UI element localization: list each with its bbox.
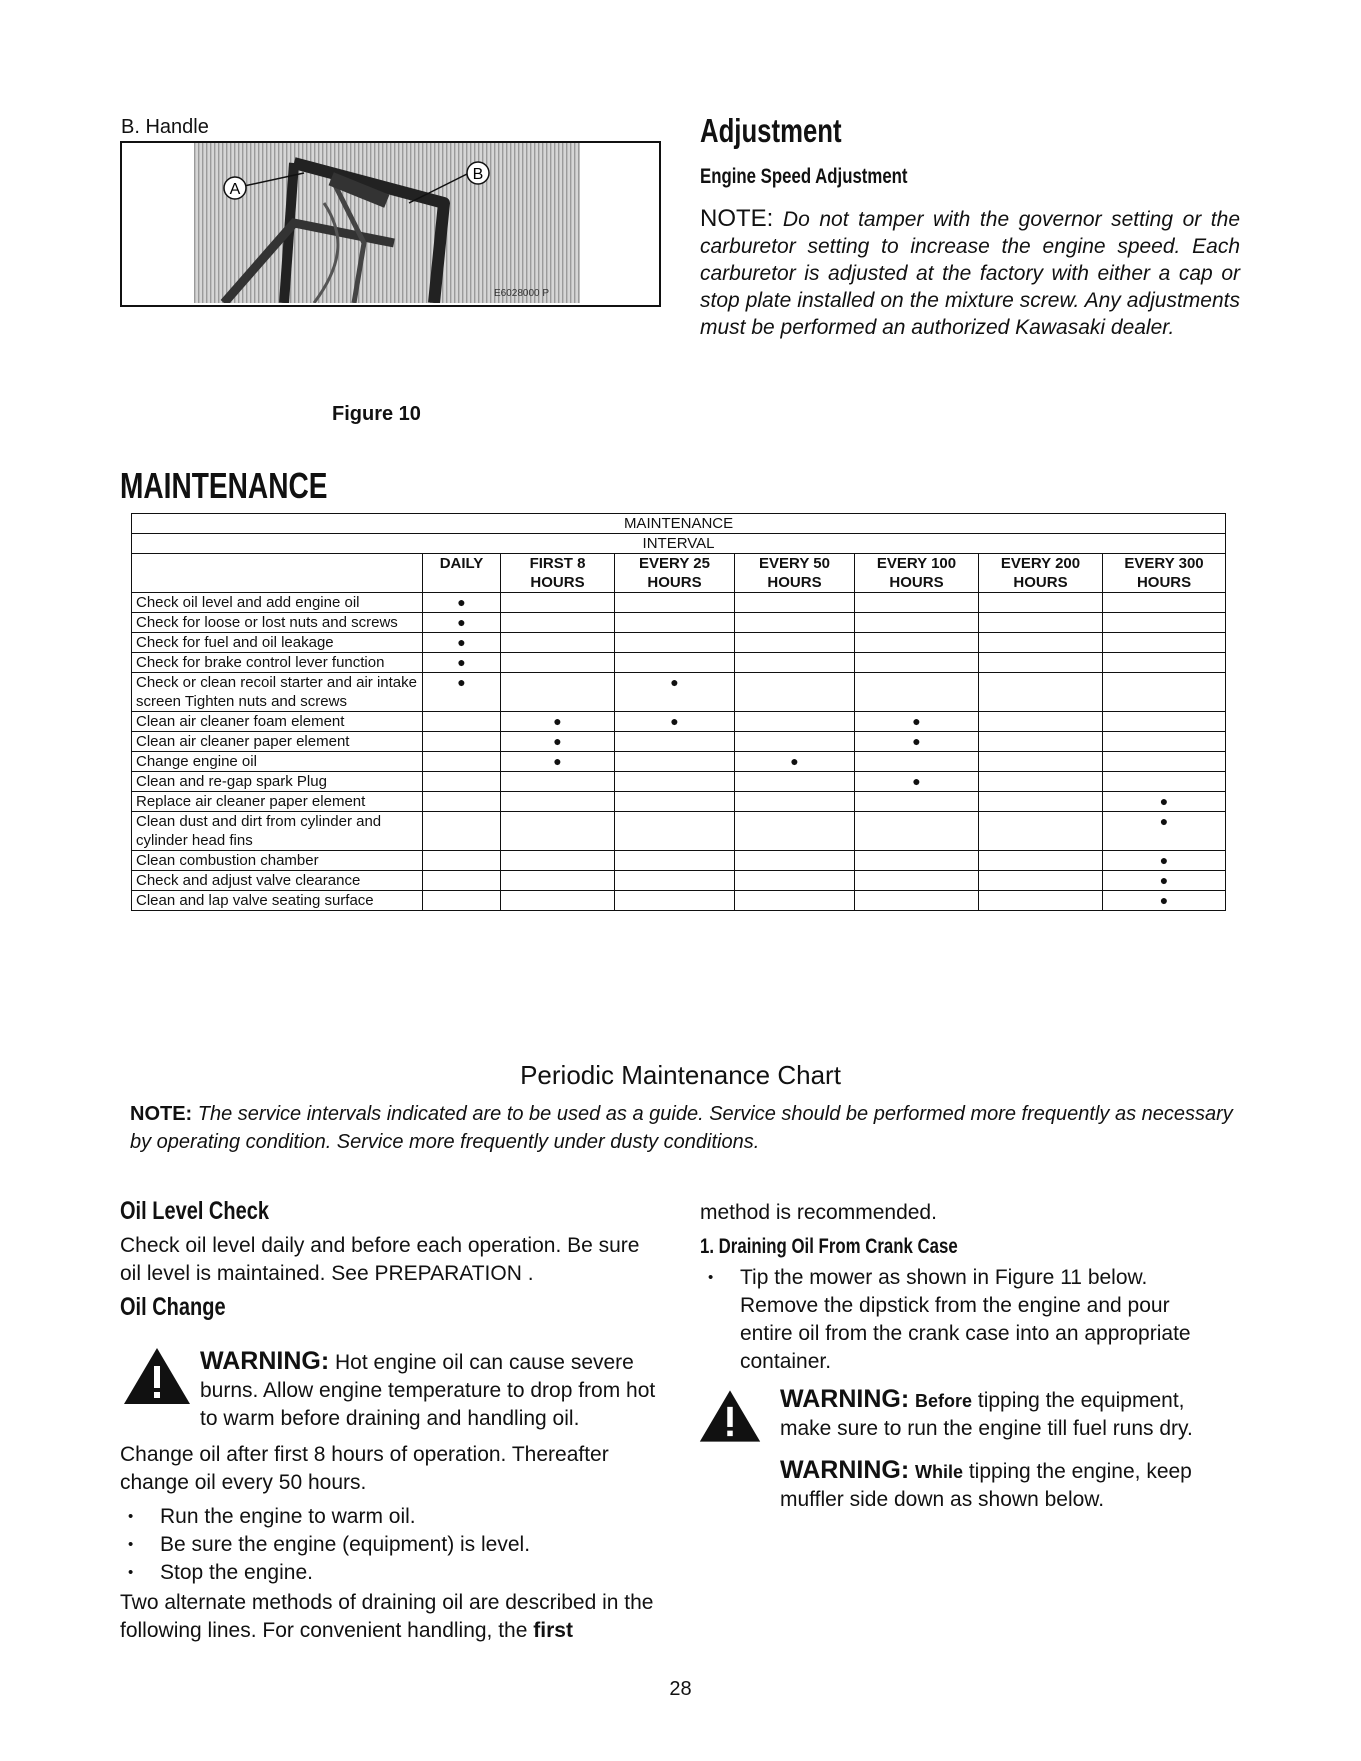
part-code: E6028000 P bbox=[494, 288, 550, 299]
interval-empty-cell bbox=[735, 772, 855, 792]
warning-label: WARNING: bbox=[200, 1347, 330, 1375]
table-row bbox=[132, 653, 1226, 673]
interval-empty-cell bbox=[979, 633, 1103, 653]
interval-empty-cell bbox=[855, 653, 979, 673]
interval-empty-cell bbox=[423, 851, 501, 871]
task-cell: Check oil level and add engine oil bbox=[132, 593, 423, 613]
interval-empty-cell bbox=[979, 772, 1103, 792]
maintenance-title: MAINTENANCE bbox=[120, 465, 328, 506]
figure-section-label: B. Handle bbox=[121, 116, 209, 138]
interval-empty-cell bbox=[1103, 772, 1226, 792]
task-cell: Clean air cleaner paper element bbox=[132, 732, 423, 752]
service-note-text: The service intervals indicated are to be used as a guide. Service should be performed more frequently as necessary by operating condition. Service more frequently under dusty conditions. bbox=[130, 1103, 1233, 1153]
interval-empty-cell bbox=[615, 633, 735, 653]
interval-mark-cell: ● bbox=[735, 752, 855, 772]
warning-label: WARNING: bbox=[780, 1385, 910, 1413]
col-header: EVERY 50 HOURS bbox=[735, 554, 855, 593]
para2-text: Two alternate methods of draining oil are described in the following lines. For convenient handling, the bbox=[120, 1591, 654, 1642]
col-header: EVERY 100 HOURS bbox=[855, 554, 979, 593]
interval-empty-cell bbox=[735, 851, 855, 871]
interval-empty-cell bbox=[1103, 613, 1226, 633]
interval-empty-cell bbox=[979, 593, 1103, 613]
col-header: EVERY 25 HOURS bbox=[615, 554, 735, 593]
table-row bbox=[132, 891, 1226, 911]
interval-empty-cell bbox=[1103, 673, 1226, 712]
interval-empty-cell bbox=[979, 732, 1103, 752]
task-cell: Check and adjust valve clearance bbox=[132, 871, 423, 891]
interval-empty-cell bbox=[1103, 653, 1226, 673]
interval-empty-cell bbox=[979, 812, 1103, 851]
oil-change-para1: Change oil after first 8 hours of operation. Thereafter change oil every 50 hours. bbox=[120, 1443, 609, 1494]
interval-empty-cell bbox=[423, 812, 501, 851]
col-header: EVERY 300 HOURS bbox=[1103, 554, 1226, 593]
interval-mark-cell: ● bbox=[423, 613, 501, 633]
interval-mark-cell: ● bbox=[1103, 851, 1226, 871]
interval-mark-cell: ● bbox=[855, 712, 979, 732]
table-header-task bbox=[132, 554, 423, 593]
interval-empty-cell bbox=[615, 772, 735, 792]
interval-empty-cell bbox=[735, 712, 855, 732]
interval-empty-cell bbox=[1103, 633, 1226, 653]
interval-mark-cell: ● bbox=[855, 772, 979, 792]
service-note-label: NOTE: bbox=[130, 1103, 193, 1125]
task-cell: Replace air cleaner paper element bbox=[132, 792, 423, 812]
interval-empty-cell bbox=[855, 673, 979, 712]
interval-empty-cell bbox=[423, 732, 501, 752]
task-cell: Check for fuel and oil leakage bbox=[132, 633, 423, 653]
col-header: DAILY bbox=[423, 554, 501, 593]
interval-empty-cell bbox=[735, 633, 855, 653]
table-row bbox=[132, 613, 1226, 633]
interval-empty-cell bbox=[855, 871, 979, 891]
chart-caption: Periodic Maintenance Chart bbox=[520, 1060, 841, 1090]
interval-empty-cell bbox=[501, 792, 615, 812]
list-item: • Run the engine to warm oil. bbox=[120, 1503, 660, 1531]
interval-empty-cell bbox=[735, 871, 855, 891]
adjustment-subtitle: Engine Speed Adjustment bbox=[700, 165, 908, 188]
interval-empty-cell bbox=[979, 792, 1103, 812]
interval-mark-cell: ● bbox=[615, 673, 735, 712]
interval-empty-cell bbox=[501, 851, 615, 871]
interval-empty-cell bbox=[979, 871, 1103, 891]
interval-empty-cell bbox=[979, 673, 1103, 712]
interval-empty-cell bbox=[855, 633, 979, 653]
interval-empty-cell bbox=[979, 712, 1103, 732]
interval-empty-cell bbox=[615, 613, 735, 633]
warning-icon bbox=[698, 1387, 762, 1445]
oil-change-para2 bbox=[120, 1589, 660, 1645]
interval-empty-cell bbox=[501, 653, 615, 673]
col-header: FIRST 8 HOURS bbox=[501, 554, 615, 593]
interval-mark-cell: ● bbox=[855, 732, 979, 752]
interval-empty-cell bbox=[855, 891, 979, 911]
interval-empty-cell bbox=[423, 752, 501, 772]
callout-b-label: B bbox=[472, 166, 484, 183]
oil-change-warning bbox=[200, 1347, 660, 1433]
interval-empty-cell bbox=[735, 653, 855, 673]
interval-empty-cell bbox=[615, 812, 735, 851]
adjustment-note bbox=[700, 205, 1240, 341]
table-row bbox=[132, 732, 1226, 752]
interval-empty-cell bbox=[423, 792, 501, 812]
interval-empty-cell bbox=[615, 732, 735, 752]
task-cell: Clean air cleaner foam element bbox=[132, 712, 423, 732]
interval-empty-cell bbox=[979, 752, 1103, 772]
task-cell: Change engine oil bbox=[132, 752, 423, 772]
interval-empty-cell bbox=[615, 851, 735, 871]
task-cell: Check for brake control lever function bbox=[132, 653, 423, 673]
list-item: • Be sure the engine (equipment) is level. bbox=[120, 1531, 660, 1559]
interval-empty-cell bbox=[1103, 593, 1226, 613]
interval-empty-cell bbox=[501, 772, 615, 792]
oil-level-text: Check oil level daily and before each operation. Be sure oil level is maintained. See PREPARATION . bbox=[120, 1234, 640, 1285]
interval-mark-cell: ● bbox=[1103, 871, 1226, 891]
interval-empty-cell bbox=[501, 633, 615, 653]
tipping-warning bbox=[780, 1385, 1240, 1443]
interval-empty-cell bbox=[423, 712, 501, 732]
interval-empty-cell bbox=[735, 613, 855, 633]
note-label: NOTE: bbox=[700, 205, 774, 232]
table-header-maintenance: MAINTENANCE bbox=[132, 514, 1226, 534]
task-cell: Check for loose or lost nuts and screws bbox=[132, 613, 423, 633]
interval-empty-cell bbox=[615, 653, 735, 673]
interval-mark-cell: ● bbox=[423, 633, 501, 653]
oil-level-title: Oil Level Check bbox=[120, 1197, 269, 1225]
oil-change-title: Oil Change bbox=[120, 1293, 226, 1321]
interval-empty-cell bbox=[501, 871, 615, 891]
interval-empty-cell bbox=[423, 871, 501, 891]
table-row bbox=[132, 812, 1226, 851]
muffler-warning bbox=[780, 1456, 1240, 1514]
warning-text: Hot engine oil can cause severe burns. Allow engine temperature to drop from hot to warm before draining and handling oil. bbox=[200, 1351, 656, 1430]
interval-empty-cell bbox=[855, 752, 979, 772]
interval-mark-cell: ● bbox=[1103, 812, 1226, 851]
note-text: Do not tamper with the governor setting or the carburetor setting to increase the engine speed. Each carburetor is adjusted at the factory with either a cap or stop plate installed on the mixture screw. Any adjustments must be performed an authorized Kawasaki dealer. bbox=[700, 208, 1240, 339]
maintenance-table bbox=[131, 513, 1226, 911]
interval-empty-cell bbox=[979, 851, 1103, 871]
callout-a-label: A bbox=[229, 181, 241, 198]
interval-empty-cell bbox=[1103, 712, 1226, 732]
interval-mark-cell: ● bbox=[423, 653, 501, 673]
handle-photo bbox=[194, 143, 580, 303]
task-cell: Clean dust and dirt from cylinder and cylinder head fins bbox=[132, 812, 423, 851]
interval-empty-cell bbox=[1103, 752, 1226, 772]
table-row bbox=[132, 871, 1226, 891]
interval-empty-cell bbox=[423, 772, 501, 792]
task-cell: Clean combustion chamber bbox=[132, 851, 423, 871]
task-cell: Clean and re-gap spark Plug bbox=[132, 772, 423, 792]
warning-icon bbox=[122, 1346, 192, 1406]
interval-empty-cell bbox=[735, 732, 855, 752]
warning-bold: Before bbox=[915, 1391, 973, 1411]
interval-mark-cell: ● bbox=[501, 712, 615, 732]
interval-empty-cell bbox=[979, 891, 1103, 911]
interval-empty-cell bbox=[615, 891, 735, 911]
interval-empty-cell bbox=[615, 752, 735, 772]
interval-mark-cell: ● bbox=[1103, 891, 1226, 911]
interval-empty-cell bbox=[501, 891, 615, 911]
interval-empty-cell bbox=[855, 593, 979, 613]
interval-empty-cell bbox=[979, 653, 1103, 673]
table-header-interval: INTERVAL bbox=[132, 534, 1226, 554]
draining-subtitle: 1. Draining Oil From Crank Case bbox=[700, 1235, 958, 1258]
interval-empty-cell bbox=[855, 613, 979, 633]
interval-empty-cell bbox=[735, 673, 855, 712]
maintenance-table-body bbox=[132, 593, 1226, 911]
warning-label: WARNING: bbox=[780, 1456, 910, 1484]
interval-empty-cell bbox=[735, 812, 855, 851]
interval-empty-cell bbox=[615, 792, 735, 812]
interval-empty-cell bbox=[855, 792, 979, 812]
interval-empty-cell bbox=[501, 673, 615, 712]
interval-mark-cell: ● bbox=[615, 712, 735, 732]
interval-mark-cell: ● bbox=[423, 593, 501, 613]
warning-text: tipping the equipment, make sure to run the engine till fuel runs dry. bbox=[780, 1389, 1193, 1440]
table-row bbox=[132, 772, 1226, 792]
interval-empty-cell bbox=[615, 593, 735, 613]
oil-change-steps bbox=[120, 1503, 660, 1587]
table-row bbox=[132, 673, 1226, 712]
interval-empty-cell bbox=[501, 613, 615, 633]
interval-empty-cell bbox=[1103, 732, 1226, 752]
table-row bbox=[132, 752, 1226, 772]
draining-steps bbox=[700, 1264, 1220, 1376]
table-row bbox=[132, 633, 1226, 653]
table-row bbox=[132, 851, 1226, 871]
interval-empty-cell bbox=[501, 812, 615, 851]
figure-caption: Figure 10 bbox=[332, 403, 421, 425]
interval-empty-cell bbox=[855, 812, 979, 851]
service-note bbox=[130, 1100, 1240, 1156]
interval-empty-cell bbox=[979, 613, 1103, 633]
para2-bold: first bbox=[533, 1619, 573, 1642]
interval-empty-cell bbox=[735, 891, 855, 911]
interval-empty-cell bbox=[855, 851, 979, 871]
continuation-text: method is recommended. bbox=[700, 1201, 937, 1224]
page-number: 28 bbox=[669, 1678, 692, 1700]
interval-empty-cell bbox=[735, 792, 855, 812]
interval-empty-cell bbox=[501, 593, 615, 613]
interval-empty-cell bbox=[423, 891, 501, 911]
list-item: • Stop the engine. bbox=[120, 1559, 660, 1587]
table-row bbox=[132, 593, 1226, 613]
table-row bbox=[132, 712, 1226, 732]
adjustment-title: Adjustment bbox=[700, 112, 842, 149]
warning-text: tipping the engine, keep muffler side down as shown below. bbox=[780, 1460, 1192, 1511]
col-header: EVERY 200 HOURS bbox=[979, 554, 1103, 593]
warning-bold: While bbox=[915, 1462, 963, 1482]
table-row bbox=[132, 792, 1226, 812]
interval-mark-cell: ● bbox=[1103, 792, 1226, 812]
interval-empty-cell bbox=[735, 593, 855, 613]
task-cell: Clean and lap valve seating surface bbox=[132, 891, 423, 911]
interval-mark-cell: ● bbox=[501, 752, 615, 772]
list-item: • Tip the mower as shown in Figure 11 below. Remove the dipstick from the engine and pour entire oil from the crank case into an appropriate container. bbox=[700, 1264, 1220, 1376]
task-cell: Check or clean recoil starter and air intake screen Tighten nuts and screws bbox=[132, 673, 423, 712]
interval-mark-cell: ● bbox=[501, 732, 615, 752]
interval-empty-cell bbox=[615, 871, 735, 891]
interval-mark-cell: ● bbox=[423, 673, 501, 712]
